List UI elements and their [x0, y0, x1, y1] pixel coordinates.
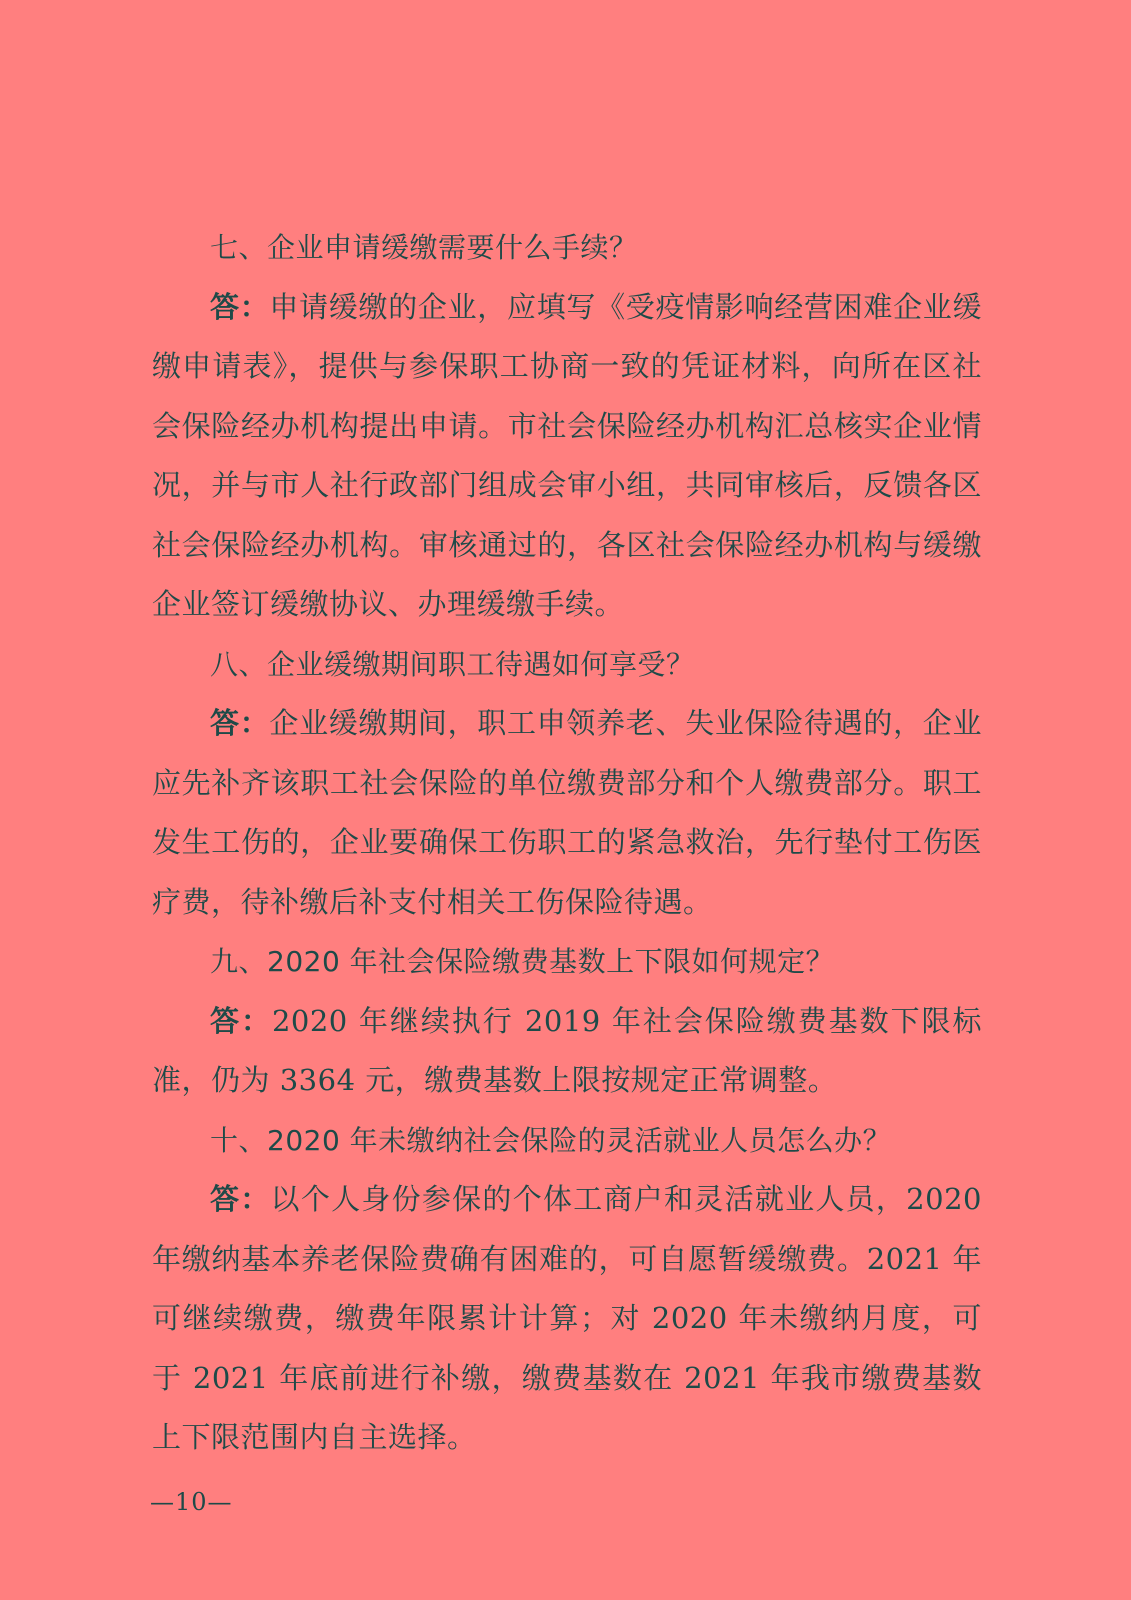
section-answer-10: [152, 1170, 982, 1468]
answer-label: 答：: [210, 1003, 272, 1038]
section-heading-8: 八、企业缓缴期间职工待遇如何享受？: [210, 647, 695, 681]
section-heading-7: 七、企业申请缓缴需要什么手续？: [210, 231, 638, 264]
answer-text: 企业缓缴期间，职工申领养老、失业保险待遇的，企业应先补齐该职工社会保险的单位缴费部分和个人缴费部分。职工发生工伤的，企业要确保工伤职工的紧急救治，先行垫付工伤医疗费，待补缴后补支付相关工伤保险待遇。: [152, 706, 982, 919]
document-body: [152, 218, 982, 1468]
section-heading-10: 十、2020 年未缴纳社会保险的灵活就业人员怎么办？: [210, 1123, 892, 1157]
answer-text: 2020 年继续执行 2019 年社会保险缴费基数下限标准，仍为 3364 元，缴费基数上限按规定正常调整。: [152, 1003, 982, 1097]
section-answer-9: [152, 992, 982, 1111]
answer-label: 答：: [210, 289, 270, 324]
answer-label: 答：: [210, 706, 270, 740]
answer-text: 以个人身份参保的个体工商户和灵活就业人员，2020 年缴纳基本养老保险费确有困难的，可自愿暂缓缴费。2021 年可继续缴费，缴费年限累计计算；对 2020 年未缴纳月度，可于 2021 年底前进行补缴，缴费基数在 2021 年我市缴费基数上下限范围内自主选择。: [152, 1182, 982, 1454]
page-number: —10—: [150, 1488, 233, 1516]
section-answer-7: [152, 278, 982, 635]
section-answer-8: [152, 694, 982, 932]
section-heading-9: 九、2020 年社会保险缴费基数上下限如何规定？: [210, 945, 835, 978]
answer-text: 申请缓缴的企业，应填写《受疫情影响经营困难企业缓缴申请表》，提供与参保职工协商一致的凭证材料，向所在区社会保险经办机构提出申请。市社会保险经办机构汇总核实企业情况，并与市人社行政部门组成会审小组，共同审核后，反馈各区社会保险经办机构。审核通过的，各区社会保险经办机构与缓缴企业签订缓缴协议、办理缓缴手续。: [152, 289, 982, 621]
answer-label: 答：: [210, 1182, 271, 1216]
